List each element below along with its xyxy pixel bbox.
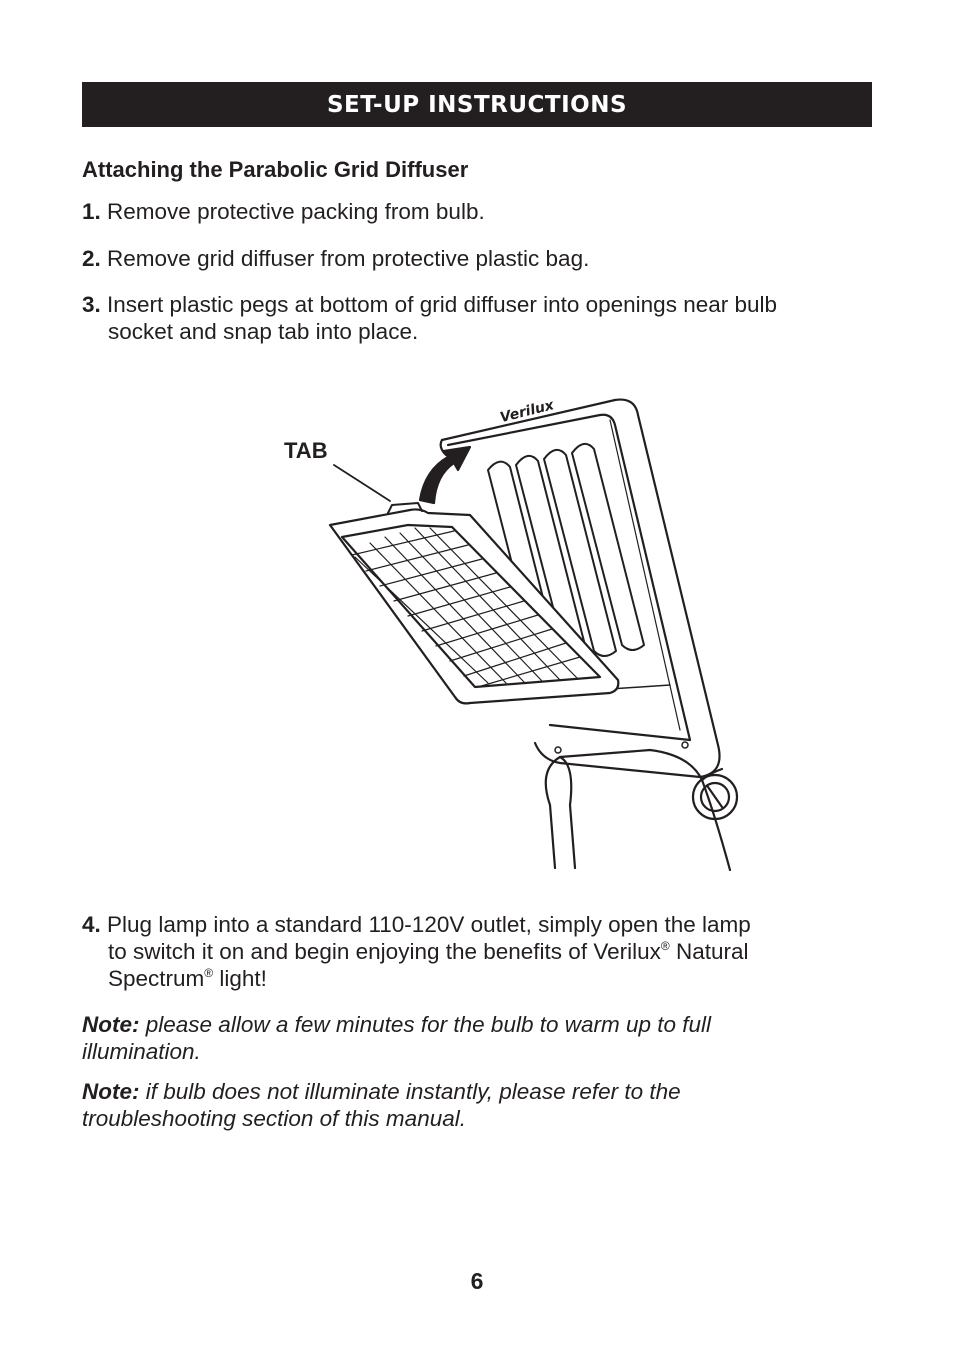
page-title: SET-UP INSTRUCTIONS (326, 91, 628, 118)
registered-mark: ® (204, 966, 214, 980)
note-1 (82, 1011, 872, 1065)
step-number: 2. (82, 246, 101, 271)
note-label: Note: (82, 1012, 140, 1037)
note-text-line-2: troubleshooting section of this manual. (82, 1106, 466, 1131)
note-text-line-2: illumination. (82, 1039, 201, 1064)
tab-label: TAB (284, 438, 328, 463)
step-4 (82, 911, 872, 992)
note-2 (82, 1078, 872, 1132)
note-text: if bulb does not illuminate instantly, please refer to the (139, 1079, 681, 1104)
step-text: Remove grid diffuser from protective plastic bag. (107, 246, 590, 271)
step-text-line-2: socket and snap tab into place. (108, 319, 419, 344)
section-heading: Attaching the Parabolic Grid Diffuser (82, 157, 469, 182)
note-text: please allow a few minutes for the bulb to warm up to full (139, 1012, 712, 1037)
step-number: 4. (82, 912, 101, 937)
brand-logo: Verilux (498, 397, 556, 427)
step-text-line-2: to switch it on and begin enjoying the benefits of Verilux® Natural (108, 939, 749, 964)
section-banner (82, 82, 872, 127)
step-3 (82, 291, 872, 345)
step-2 (82, 245, 589, 272)
note-label: Note: (82, 1079, 140, 1104)
registered-mark: ® (660, 939, 670, 953)
step-text: Remove protective packing from bulb. (107, 199, 485, 224)
step-text-line-3: Spectrum® light! (108, 966, 267, 991)
step-1 (82, 198, 485, 225)
step-number: 1. (82, 199, 101, 224)
page-number: 6 (470, 1268, 484, 1294)
step-number: 3. (82, 292, 101, 317)
lamp-illustration (270, 385, 780, 875)
step-text-line-1: Plug lamp into a standard 110-120V outlet, simply open the lamp (107, 912, 751, 937)
step-text-line-1: Insert plastic pegs at bottom of grid diffuser into openings near bulb (107, 292, 778, 317)
tab-leader-line (334, 465, 390, 501)
